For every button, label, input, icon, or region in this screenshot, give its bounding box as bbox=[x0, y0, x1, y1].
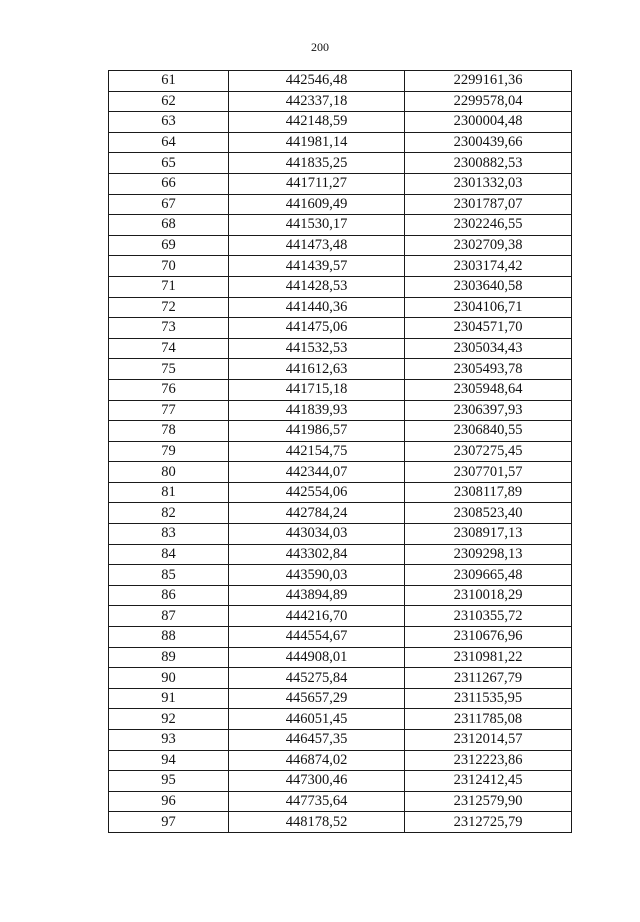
x-coordinate-cell: 442784,24 bbox=[229, 503, 405, 524]
x-coordinate-cell: 441612,63 bbox=[229, 359, 405, 380]
point-number-cell: 93 bbox=[109, 730, 229, 751]
x-coordinate-cell: 447735,64 bbox=[229, 791, 405, 812]
point-number-cell: 87 bbox=[109, 606, 229, 627]
table-row bbox=[109, 91, 572, 112]
table-row bbox=[109, 462, 572, 483]
table-row bbox=[109, 503, 572, 524]
point-number-cell: 77 bbox=[109, 400, 229, 421]
point-number-cell: 88 bbox=[109, 627, 229, 648]
table-row bbox=[109, 627, 572, 648]
y-coordinate-cell: 2311535,95 bbox=[405, 688, 572, 709]
table-row bbox=[109, 585, 572, 606]
point-number-cell: 80 bbox=[109, 462, 229, 483]
x-coordinate-cell: 441839,93 bbox=[229, 400, 405, 421]
point-number-cell: 96 bbox=[109, 791, 229, 812]
x-coordinate-cell: 441439,57 bbox=[229, 256, 405, 277]
table-row bbox=[109, 235, 572, 256]
y-coordinate-cell: 2304571,70 bbox=[405, 318, 572, 339]
x-coordinate-cell: 444216,70 bbox=[229, 606, 405, 627]
point-number-cell: 83 bbox=[109, 524, 229, 545]
point-number-cell: 65 bbox=[109, 153, 229, 174]
x-coordinate-cell: 447300,46 bbox=[229, 771, 405, 792]
point-number-cell: 70 bbox=[109, 256, 229, 277]
x-coordinate-cell: 448178,52 bbox=[229, 812, 405, 833]
y-coordinate-cell: 2312579,90 bbox=[405, 791, 572, 812]
y-coordinate-cell: 2305034,43 bbox=[405, 338, 572, 359]
y-coordinate-cell: 2312725,79 bbox=[405, 812, 572, 833]
x-coordinate-cell: 441532,53 bbox=[229, 338, 405, 359]
table-row bbox=[109, 771, 572, 792]
table-row bbox=[109, 256, 572, 277]
y-coordinate-cell: 2307275,45 bbox=[405, 441, 572, 462]
x-coordinate-cell: 442344,07 bbox=[229, 462, 405, 483]
table-row bbox=[109, 565, 572, 586]
y-coordinate-cell: 2312014,57 bbox=[405, 730, 572, 751]
y-coordinate-cell: 2305948,64 bbox=[405, 379, 572, 400]
point-number-cell: 66 bbox=[109, 173, 229, 194]
table-row bbox=[109, 359, 572, 380]
x-coordinate-cell: 445657,29 bbox=[229, 688, 405, 709]
x-coordinate-cell: 442154,75 bbox=[229, 441, 405, 462]
y-coordinate-cell: 2309298,13 bbox=[405, 544, 572, 565]
x-coordinate-cell: 443034,03 bbox=[229, 524, 405, 545]
point-number-cell: 75 bbox=[109, 359, 229, 380]
x-coordinate-cell: 444908,01 bbox=[229, 647, 405, 668]
point-number-cell: 71 bbox=[109, 276, 229, 297]
point-number-cell: 62 bbox=[109, 91, 229, 112]
table-row bbox=[109, 173, 572, 194]
table-row bbox=[109, 524, 572, 545]
point-number-cell: 94 bbox=[109, 750, 229, 771]
point-number-cell: 63 bbox=[109, 112, 229, 133]
point-number-cell: 82 bbox=[109, 503, 229, 524]
point-number-cell: 74 bbox=[109, 338, 229, 359]
table-row bbox=[109, 276, 572, 297]
x-coordinate-cell: 441715,18 bbox=[229, 379, 405, 400]
x-coordinate-cell: 441428,53 bbox=[229, 276, 405, 297]
y-coordinate-cell: 2310355,72 bbox=[405, 606, 572, 627]
x-coordinate-cell: 446051,45 bbox=[229, 709, 405, 730]
x-coordinate-cell: 441440,36 bbox=[229, 297, 405, 318]
point-number-cell: 95 bbox=[109, 771, 229, 792]
x-coordinate-cell: 444554,67 bbox=[229, 627, 405, 648]
point-number-cell: 86 bbox=[109, 585, 229, 606]
point-number-cell: 79 bbox=[109, 441, 229, 462]
coordinates-table bbox=[108, 70, 572, 833]
x-coordinate-cell: 441835,25 bbox=[229, 153, 405, 174]
y-coordinate-cell: 2307701,57 bbox=[405, 462, 572, 483]
point-number-cell: 81 bbox=[109, 482, 229, 503]
x-coordinate-cell: 441711,27 bbox=[229, 173, 405, 194]
x-coordinate-cell: 443590,03 bbox=[229, 565, 405, 586]
table-row bbox=[109, 400, 572, 421]
table-row bbox=[109, 709, 572, 730]
point-number-cell: 91 bbox=[109, 688, 229, 709]
point-number-cell: 64 bbox=[109, 132, 229, 153]
y-coordinate-cell: 2302246,55 bbox=[405, 215, 572, 236]
x-coordinate-cell: 441473,48 bbox=[229, 235, 405, 256]
table-row bbox=[109, 132, 572, 153]
table-row bbox=[109, 812, 572, 833]
y-coordinate-cell: 2300004,48 bbox=[405, 112, 572, 133]
point-number-cell: 97 bbox=[109, 812, 229, 833]
y-coordinate-cell: 2300439,66 bbox=[405, 132, 572, 153]
page-number: 200 bbox=[311, 40, 329, 54]
table-row bbox=[109, 544, 572, 565]
point-number-cell: 73 bbox=[109, 318, 229, 339]
x-coordinate-cell: 441475,06 bbox=[229, 318, 405, 339]
point-number-cell: 76 bbox=[109, 379, 229, 400]
table-row bbox=[109, 112, 572, 133]
y-coordinate-cell: 2303174,42 bbox=[405, 256, 572, 277]
y-coordinate-cell: 2301332,03 bbox=[405, 173, 572, 194]
x-coordinate-cell: 445275,84 bbox=[229, 668, 405, 689]
x-coordinate-cell: 441981,14 bbox=[229, 132, 405, 153]
y-coordinate-cell: 2308523,40 bbox=[405, 503, 572, 524]
y-coordinate-cell: 2305493,78 bbox=[405, 359, 572, 380]
y-coordinate-cell: 2311267,79 bbox=[405, 668, 572, 689]
table-row bbox=[109, 421, 572, 442]
point-number-cell: 72 bbox=[109, 297, 229, 318]
point-number-cell: 89 bbox=[109, 647, 229, 668]
table-row bbox=[109, 441, 572, 462]
table-row bbox=[109, 606, 572, 627]
table-row bbox=[109, 791, 572, 812]
point-number-cell: 67 bbox=[109, 194, 229, 215]
x-coordinate-cell: 441530,17 bbox=[229, 215, 405, 236]
point-number-cell: 78 bbox=[109, 421, 229, 442]
table-row bbox=[109, 318, 572, 339]
y-coordinate-cell: 2308117,89 bbox=[405, 482, 572, 503]
table-row bbox=[109, 730, 572, 751]
table-row bbox=[109, 668, 572, 689]
x-coordinate-cell: 443302,84 bbox=[229, 544, 405, 565]
x-coordinate-cell: 441609,49 bbox=[229, 194, 405, 215]
x-coordinate-cell: 446874,02 bbox=[229, 750, 405, 771]
table-row bbox=[109, 482, 572, 503]
y-coordinate-cell: 2312223,86 bbox=[405, 750, 572, 771]
table-row bbox=[109, 71, 572, 92]
point-number-cell: 69 bbox=[109, 235, 229, 256]
y-coordinate-cell: 2308917,13 bbox=[405, 524, 572, 545]
y-coordinate-cell: 2309665,48 bbox=[405, 565, 572, 586]
y-coordinate-cell: 2306397,93 bbox=[405, 400, 572, 421]
y-coordinate-cell: 2299161,36 bbox=[405, 71, 572, 92]
y-coordinate-cell: 2301787,07 bbox=[405, 194, 572, 215]
table-row bbox=[109, 194, 572, 215]
y-coordinate-cell: 2312412,45 bbox=[405, 771, 572, 792]
y-coordinate-cell: 2302709,38 bbox=[405, 235, 572, 256]
point-number-cell: 85 bbox=[109, 565, 229, 586]
x-coordinate-cell: 443894,89 bbox=[229, 585, 405, 606]
table-row bbox=[109, 338, 572, 359]
table-row bbox=[109, 750, 572, 771]
x-coordinate-cell: 442554,06 bbox=[229, 482, 405, 503]
table-row bbox=[109, 297, 572, 318]
coordinates-table-body bbox=[109, 71, 572, 833]
x-coordinate-cell: 442337,18 bbox=[229, 91, 405, 112]
y-coordinate-cell: 2303640,58 bbox=[405, 276, 572, 297]
y-coordinate-cell: 2300882,53 bbox=[405, 153, 572, 174]
table-row bbox=[109, 215, 572, 236]
table-row bbox=[109, 379, 572, 400]
point-number-cell: 84 bbox=[109, 544, 229, 565]
table-row bbox=[109, 647, 572, 668]
point-number-cell: 68 bbox=[109, 215, 229, 236]
y-coordinate-cell: 2304106,71 bbox=[405, 297, 572, 318]
x-coordinate-cell: 442546,48 bbox=[229, 71, 405, 92]
point-number-cell: 92 bbox=[109, 709, 229, 730]
x-coordinate-cell: 446457,35 bbox=[229, 730, 405, 751]
x-coordinate-cell: 441986,57 bbox=[229, 421, 405, 442]
table-row bbox=[109, 688, 572, 709]
x-coordinate-cell: 442148,59 bbox=[229, 112, 405, 133]
y-coordinate-cell: 2310981,22 bbox=[405, 647, 572, 668]
y-coordinate-cell: 2299578,04 bbox=[405, 91, 572, 112]
y-coordinate-cell: 2306840,55 bbox=[405, 421, 572, 442]
point-number-cell: 90 bbox=[109, 668, 229, 689]
table-row bbox=[109, 153, 572, 174]
y-coordinate-cell: 2310676,96 bbox=[405, 627, 572, 648]
y-coordinate-cell: 2310018,29 bbox=[405, 585, 572, 606]
y-coordinate-cell: 2311785,08 bbox=[405, 709, 572, 730]
point-number-cell: 61 bbox=[109, 71, 229, 92]
